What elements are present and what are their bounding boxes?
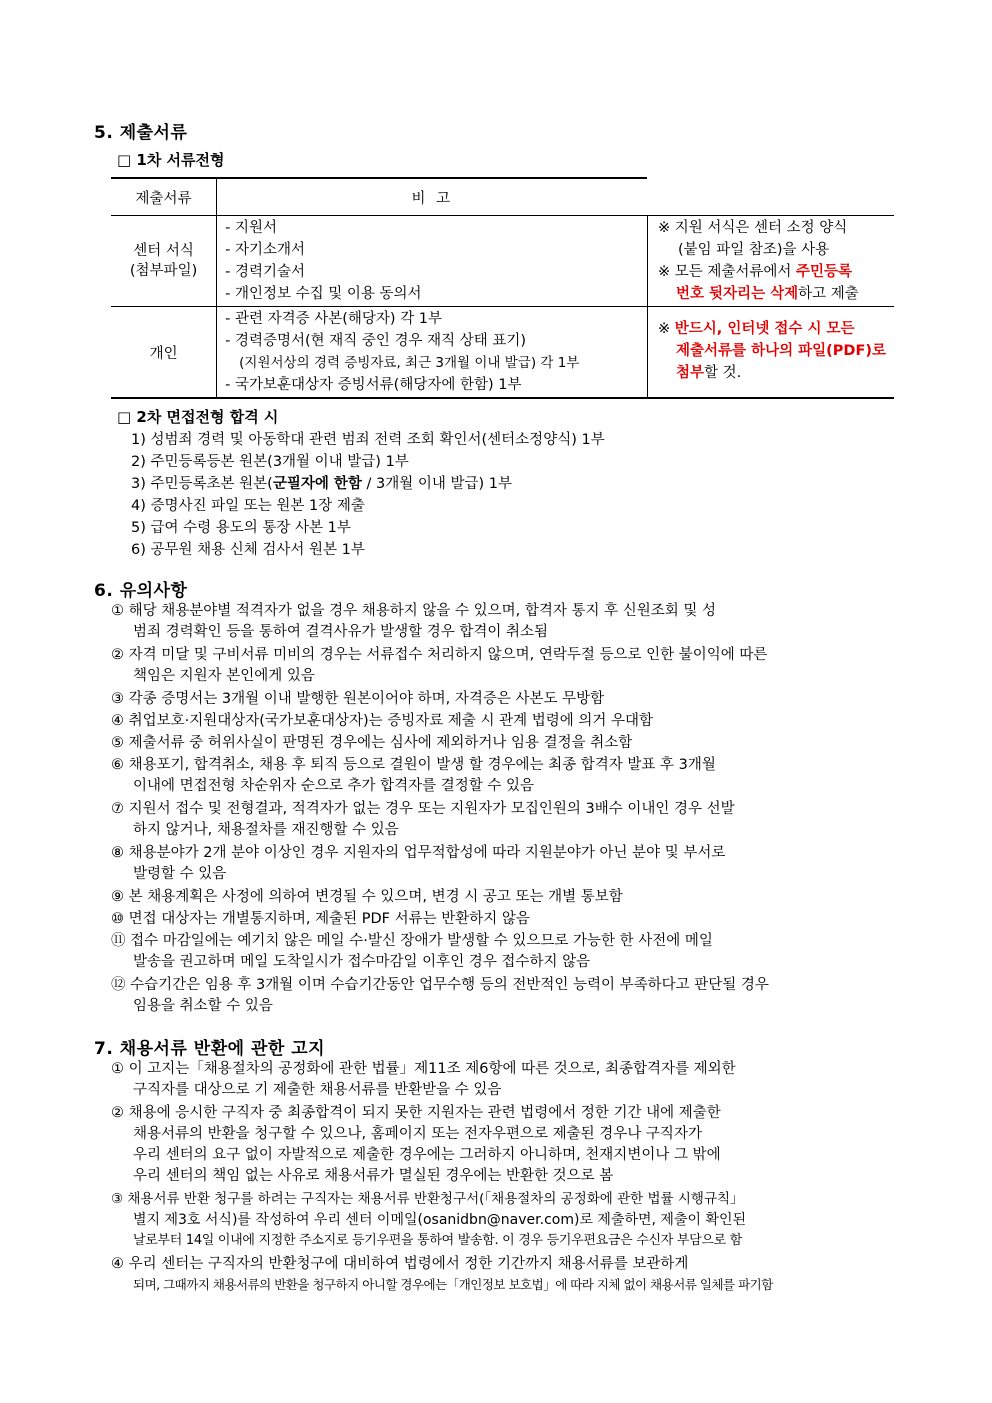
note-line: 첨부할 것.: [675, 365, 742, 381]
notice-line: ① 해당 채용분야별 적격자가 없을 경우 채용하지 않을 수 있으며, 합격자 통지 후 신원조회 및 성: [111, 603, 717, 619]
label-center-form: 센터 서식: [133, 243, 194, 259]
list-item: - 경력증명서(현 재직 중인 경우 재직 상태 표기): [225, 333, 527, 349]
notice-line: ⑨ 본 채용계획은 사정에 의하여 변경될 수 있으며, 변경 시 공고 또는 개별 통보함: [111, 889, 623, 905]
row-center-form-label: [111, 216, 217, 307]
row-center-form-items: [217, 216, 648, 307]
list-item: - 경력기술서: [225, 264, 306, 280]
table-header-remarks: 비 고: [217, 178, 648, 216]
note-line: ※ 반드시, 인터넷 접수 시 모든: [657, 321, 855, 337]
row-personal-label: 개인: [111, 307, 217, 399]
notice-line: ④ 취업보호·지원대상자(국가보훈대상자)는 증빙자료 제출 시 관계 법령에 의거 우대함: [111, 713, 654, 729]
notice-line: 범죄 경력확인 등을 통하여 결격사유가 발생할 경우 합격이 취소됨: [133, 624, 549, 640]
notice-line: ⑦ 지원서 접수 및 전형결과, 적격자가 없는 경우 또는 지원자가 모집인원의 3배수 이내인 경우 선발: [111, 801, 735, 817]
list-item: - 관련 자격증 사본(해당자) 각 1부: [225, 311, 443, 327]
stage2-item: 6) 공무원 채용 신체 검사서 원본 1부: [131, 542, 365, 558]
documents-table: [111, 177, 894, 399]
stage2-item: 3) 주민등록초본 원본(군필자에 한함 / 3개월 이내 발급) 1부: [131, 476, 513, 492]
stage2-heading: □ 2차 면접전형 합격 시: [117, 408, 279, 426]
notice-line: ① 이 고지는「채용절차의 공정화에 관한 법률」제11조 제6항에 따른 것으로, 최종합격자를 제외한: [111, 1061, 736, 1077]
notice-line: 구직자를 대상으로 기 제출한 채용서류를 반환받을 수 있음: [133, 1082, 502, 1098]
notice-line: ⑥ 채용포기, 합격취소, 채용 후 퇴직 등으로 결원이 발생 할 경우에는 최종 합격자 발표 후 3개월: [111, 757, 716, 773]
section-5-title: 5. 제출서류: [94, 123, 188, 143]
notice-line: ⑧ 채용분야가 2개 분야 이상인 경우 지원자의 업무적합성에 따라 지원분야가 아닌 분야 및 부서로: [111, 845, 726, 861]
list-item: - 지원서: [225, 220, 278, 236]
stage1-heading: □ 1차 서류전형: [117, 151, 225, 169]
notice-line: 발령할 수 있음: [133, 866, 227, 882]
notice-line: 날로부터 14일 이내에 지정한 주소지로 등기우편을 통하여 발송함. 이 경우 등기우편요금은 수신자 부담으로 함: [133, 1233, 742, 1248]
note-line: ※ 모든 제출서류에서 주민등록: [657, 264, 853, 280]
notice-line: 별지 제3호 서식)를 작성하여 우리 센터 이메일(osanidbn@naver.com)로 제출하면, 제출이 확인된: [133, 1212, 747, 1228]
row-personal-items: [217, 307, 648, 399]
stage2-item: 5) 급여 수령 용도의 통장 사본 1부: [131, 520, 351, 536]
label-attachment: (첨부파일): [129, 263, 198, 279]
note-line: 번호 뒷자리는 삭제하고 제출: [675, 286, 859, 302]
notice-line: ② 자격 미달 및 구비서류 미비의 경우는 서류접수 처리하지 않으며, 연락두절 등으로 인한 불이익에 따른: [111, 647, 768, 663]
list-item: (지원서상의 경력 증빙자료, 최근 3개월 이내 발급) 각 1부: [239, 355, 580, 371]
stage2-item: 2) 주민등록등본 원본(3개월 이내 발급) 1부: [131, 454, 409, 470]
notice-line: ⑪ 접수 마감일에는 예기치 않은 메일 수·발신 장애가 발생할 수 있으므로 가능한 한 사전에 메일: [111, 933, 713, 949]
notice-line: ⑩ 면접 대상자는 개별통지하며, 제출된 PDF 서류는 반환하지 않음: [111, 911, 530, 927]
notice-line: ⑫ 수습기간은 임용 후 3개월 이며 수습기간동안 업무수행 등의 전반적인 능력이 부족하다고 판단될 경우: [111, 977, 769, 993]
row-center-form-note: [647, 216, 894, 307]
notice-line: 채용서류의 반환을 청구할 수 있으나, 홈페이지 또는 전자우편으로 제출된 경우나 구직자가: [133, 1126, 702, 1142]
section-7-title: 7. 채용서류 반환에 관한 고지: [94, 1039, 326, 1059]
notice-line: ② 채용에 응시한 구직자 중 최종합격이 되지 못한 지원자는 관련 법령에서 정한 기간 내에 제출한: [111, 1105, 721, 1121]
notice-line: 되며, 그때까지 채용서류의 반환을 청구하지 아니할 경우에는「개인정보 보호법」에 따라 지체 없이 채용서류 일체를 파기함: [133, 1277, 773, 1292]
note-line: ※ 지원 서식은 센터 소정 양식: [657, 220, 848, 236]
note-line: 제출서류를 하나의 파일(PDF)로: [675, 343, 886, 359]
notice-line: ③ 각종 증명서는 3개월 이내 발행한 원본이어야 하며, 자격증은 사본도 무방함: [111, 691, 605, 707]
notice-line: 우리 센터의 요구 없이 자발적으로 제출한 경우에는 그러하지 아니하며, 천재지변이나 그 밖에: [133, 1147, 721, 1163]
stage2-item: 4) 증명사진 파일 또는 원본 1장 제출: [131, 498, 365, 514]
notice-line: 하지 않거나, 채용절차를 재진행할 수 있음: [133, 822, 399, 838]
row-personal-note: [647, 307, 894, 399]
table-header-documents: 제출서류: [111, 178, 217, 216]
note-line: (붙임 파일 참조)을 사용: [677, 242, 830, 258]
notice-line: 책임은 지원자 본인에게 있음: [133, 668, 315, 684]
section-6-title: 6. 유의사항: [94, 581, 188, 601]
list-item: - 국가보훈대상자 증빙서류(해당자에 한함) 1부: [225, 377, 522, 393]
notice-line: 우리 센터의 책임 없는 사유로 채용서류가 멸실된 경우에는 반환한 것으로 봄: [133, 1168, 614, 1184]
list-item: - 개인정보 수집 및 이용 동의서: [225, 286, 422, 302]
notice-line: 임용을 취소할 수 있음: [133, 998, 273, 1014]
notice-line: 발송을 권고하며 메일 도착일시가 접수마감일 이후인 경우 접수하지 않음: [133, 954, 591, 970]
notice-line: 이내에 면접전형 차순위자 순으로 추가 합격자를 결정할 수 있음: [133, 778, 535, 794]
notice-line: ③ 채용서류 반환 청구를 하려는 구직자는 채용서류 반환청구서(「채용절차의 공정화에 관한 법률 시행규칙」: [111, 1191, 744, 1207]
notice-line: ⑤ 제출서류 중 허위사실이 판명된 경우에는 심사에 제외하거나 임용 결정을 취소함: [111, 735, 633, 751]
stage2-item: 1) 성범죄 경력 및 아동학대 관련 범죄 전력 조회 확인서(센터소정양식) 1부: [131, 432, 605, 448]
list-item: - 자기소개서: [225, 242, 306, 258]
notice-line: ④ 우리 센터는 구직자의 반환청구에 대비하여 법령에서 정한 기간까지 채용서류를 보관하게: [111, 1256, 689, 1272]
